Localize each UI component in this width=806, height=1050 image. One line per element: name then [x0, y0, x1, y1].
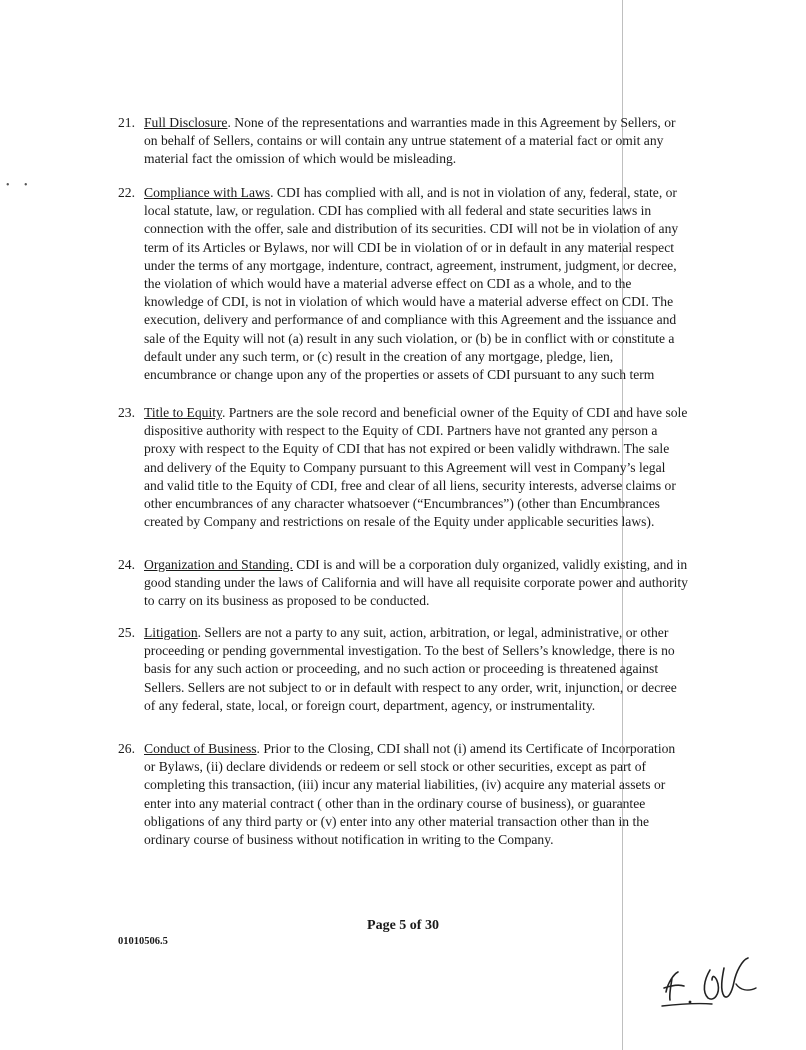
section-text: . None of the representations and warranties made in this Agreement by Sellers, or on behalf of Sellers, contains or will contain any untrue statement of a material fact or omit any material fact the omission of which would be misleading. — [144, 115, 676, 167]
section-25 — [118, 624, 688, 715]
section-number: 23. — [118, 405, 135, 420]
section-body — [144, 624, 688, 715]
section-text: . Partners are the sole record and beneficial owner of the Equity of CDI and have sole dispositive authority with respect to the Equity of CDI. Partners have not granted any person a proxy with respect to the Equity of CDI that has not expired or been validly withdrawn. The sale and delivery of the Equity to Company pursuant to this Agreement will vest in Company’s legal and valid title to the Equity of CDI, free and clear of all liens, security interests, adverse claims or other encumbrances of any character whatsoever (“Encumbrances”) (other than Encumbrances created by Company and restrictions on resale of the Equity under applicable securities laws). — [144, 405, 688, 530]
section-heading: Litigation — [144, 625, 198, 640]
section-number: 25. — [118, 625, 135, 640]
section-body — [144, 184, 688, 384]
section-body — [144, 740, 688, 849]
section-21 — [118, 114, 688, 169]
section-heading: Organization and Standing. — [144, 557, 293, 572]
section-heading: Conduct of Business — [144, 741, 257, 756]
section-body — [144, 556, 688, 611]
section-heading: Full Disclosure — [144, 115, 228, 130]
section-body — [144, 404, 688, 531]
section-text: . Prior to the Closing, CDI shall not (i) amend its Certificate of Incorporation or Bylaws, (ii) declare dividends or redeem or sell stock or other securities, except as part of completing this transaction, (iii) incur any material liabilities, (iv) acquire any material assets or enter into any material contract ( other than in the ordinary course of business), or guarantee obligations of any third party or (v) enter into any other material transaction other than in the ordinary course of business without notification in writing to the Company. — [144, 741, 676, 848]
signature-initials-icon — [652, 948, 782, 1020]
document-id: 01010506.5 — [118, 936, 168, 947]
margin-marks: • • — [6, 180, 34, 191]
section-26 — [118, 740, 688, 849]
section-heading: Title to Equity — [144, 405, 222, 420]
section-body — [144, 114, 688, 169]
section-number: 21. — [118, 115, 135, 130]
section-number: 26. — [118, 741, 135, 756]
section-24 — [118, 556, 688, 611]
section-number: 22. — [118, 185, 135, 200]
section-22 — [118, 184, 688, 384]
section-number: 24. — [118, 557, 135, 572]
section-heading: Compliance with Laws — [144, 185, 271, 200]
page-number: Page 5 of 30 — [367, 918, 439, 933]
section-text: CDI is and will be a corporation duly organized, validly existing, and in good standing under the laws of California and will have all requisite corporate power and authority to carry on its business as proposed to be conducted. — [144, 557, 688, 609]
section-23 — [118, 404, 688, 531]
section-text: . Sellers are not a party to any suit, action, arbitration, or legal, administrative, or other proceeding or pending governmental investigation. To the best of Sellers’s knowledge, there is no basis for any such action or proceeding, and no such action or proceeding is threatened against Sellers. Sellers are not subject to or in default with respect to any order, writ, injunction, or decree of any federal, state, local, or foreign court, department, agency, or instrumentality. — [144, 625, 677, 713]
section-text: . CDI has complied with all, and is not in violation of any, federal, state, or local statute, law, or regulation. CDI has complied with all federal and state securities laws in connection with the offer, sale and distribution of its securities. CDI will not be in violation of any term of its Articles or Bylaws, nor will CDI be in violation of or in default in any material respect under the terms of any mortgage, indenture, contract, agreement, instrument, judgment, or decree, the violation of which would have a material adverse effect on CDI as a whole, and to the knowledge of CDI, is not in violation of which would have a material adverse effect on CDI. The execution, delivery and performance of and compliance with this Agreement and the issuance and sale of the Equity will not (a) result in any such violation, or (b) be in conflict with or constitute a default under any such term, or (c) result in the creation of any mortgage, pledge, lien, encumbrance or change upon any of the properties or assets of CDI pursuant to any such term — [144, 185, 679, 383]
